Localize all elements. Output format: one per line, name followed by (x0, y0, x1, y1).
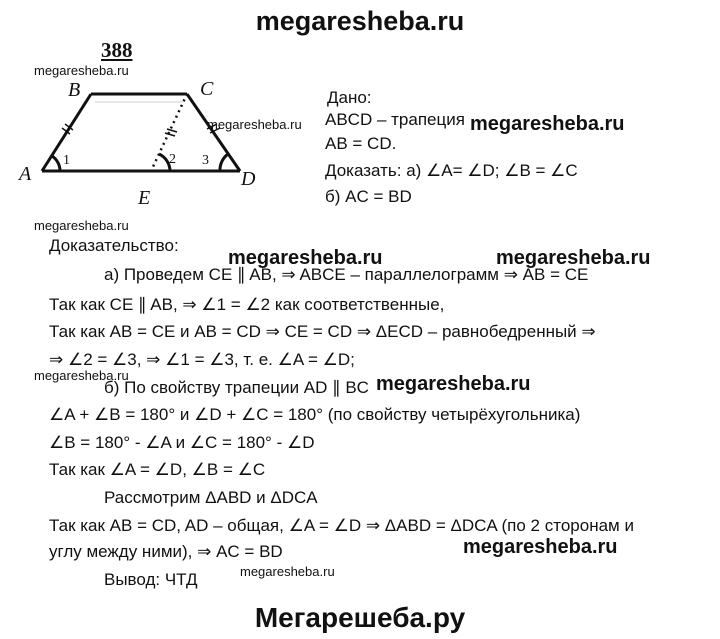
prove-line: б) AC = BD (325, 187, 412, 206)
site-watermark-bottom: Мегарешеба.ру (254, 602, 466, 633)
problem-number: 388 (101, 38, 133, 62)
given-header: Дано: (327, 88, 372, 107)
trapezoid-figure (0, 40, 300, 215)
vertex-label-c: C (200, 78, 214, 100)
watermark-big: megaresheba.ru (470, 113, 625, 135)
side-cd (187, 94, 240, 171)
angle-label-2: 2 (169, 152, 176, 167)
angle-label-3: 3 (202, 153, 209, 168)
watermark-small: megaresheba.ru (34, 368, 129, 383)
watermark-big: megaresheba.ru (463, 536, 618, 558)
watermark-big: megaresheba.ru (228, 247, 383, 269)
proof-line: ∠B = 180° - ∠A и ∠C = 180° - ∠D (49, 433, 315, 452)
proof-line: ∠A + ∠B = 180° и ∠D + ∠C = 180° (по свойству четырёхугольника) (49, 405, 581, 424)
proof-line: Так как ∠A = ∠D, ∠B = ∠C (49, 460, 266, 479)
proof-line: б) По свойству трапеции AD ∥ BC (104, 378, 369, 397)
proof-line: Рассмотрим ΔABD и ΔDCA (104, 488, 318, 507)
proof-header: Доказательство: (49, 236, 179, 255)
vertex-label-e: E (138, 187, 151, 209)
given-line: AB = CD. (325, 134, 397, 153)
proof-line: углу между ними), ⇒ AC = BD (49, 542, 283, 561)
angle-arc-3 (220, 154, 228, 171)
proof-line: Так как AB = CE и AB = CD ⇒ CE = CD ⇒ ΔECD – равнобедренный ⇒ (49, 322, 596, 341)
watermark-big: megaresheba.ru (496, 247, 651, 269)
watermark-small: megaresheba.ru (207, 117, 302, 132)
tick-mark (167, 129, 177, 132)
proof-line: Так как CE ∥ AB, ⇒ ∠1 = ∠2 как соответственные, (49, 295, 445, 314)
tick-mark (165, 133, 175, 136)
angle-label-1: 1 (63, 153, 70, 168)
proof-line: а) Проведем CE ∥ AB, ⇒ ABCE – параллелограмм ⇒ AB = CE (104, 265, 589, 284)
vertex-label-a: A (19, 163, 32, 185)
site-watermark-top: megaresheba.ru (255, 6, 465, 36)
proof-line: Так как AB = CD, AD – общая, ∠A = ∠D ⇒ ΔABD = ΔDCA (по 2 сторонам и (49, 516, 634, 535)
vertex-label-d: D (241, 168, 256, 190)
watermark-small: megaresheba.ru (240, 564, 335, 579)
watermark-small: megaresheba.ru (34, 63, 129, 78)
given-line: ABCD – трапеция (325, 110, 465, 129)
vertex-label-b: B (68, 79, 81, 101)
prove-line: Доказать: а) ∠A= ∠D; ∠B = ∠C (325, 161, 578, 180)
watermark-small: megaresheba.ru (34, 218, 129, 233)
watermark-big: megaresheba.ru (376, 373, 531, 395)
proof-line: ⇒ ∠2 = ∠3, ⇒ ∠1 = ∠3, т. е. ∠A = ∠D; (49, 350, 355, 369)
angle-arc-1 (52, 156, 60, 171)
proof-conclusion: Вывод: ЧТД (104, 570, 198, 589)
